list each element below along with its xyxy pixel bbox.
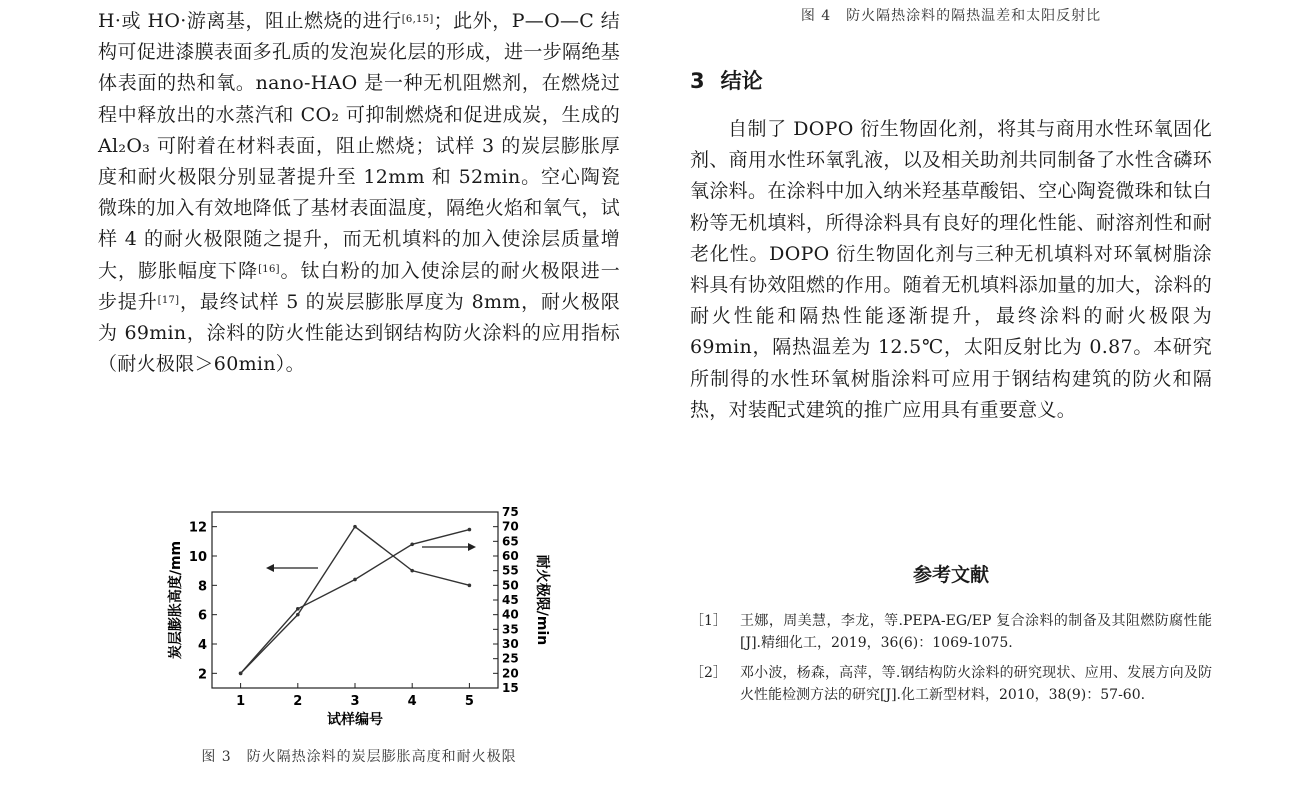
references-heading: 参考文献 bbox=[912, 564, 989, 586]
y2-tick-label: 45 bbox=[502, 593, 519, 607]
body-paragraph-left bbox=[98, 6, 620, 380]
data-point bbox=[353, 578, 357, 582]
y-tick-label: 4 bbox=[197, 638, 207, 653]
y2-tick-label: 65 bbox=[502, 534, 519, 549]
figure-3-caption: 图 3 防火隔热涂料的炭层膨胀高度和耐火极限 bbox=[201, 749, 517, 765]
chart-axes bbox=[167, 505, 551, 728]
y2-tick-label: 40 bbox=[502, 607, 519, 622]
text-run: 。钛白粉的加入使涂层的耐火极限进一步提升 bbox=[98, 259, 620, 313]
y2-tick-label: 15 bbox=[502, 681, 519, 695]
reference-item[interactable] bbox=[690, 610, 1212, 654]
y2-tick-label: 20 bbox=[502, 666, 519, 681]
reference-label: ［1］ bbox=[690, 613, 727, 629]
x-axis-label: 试样编号 bbox=[327, 712, 383, 728]
citation[interactable]: [6,15] bbox=[401, 14, 434, 25]
data-point bbox=[468, 528, 472, 532]
chart-marks bbox=[239, 525, 476, 675]
reference-text: 王娜，周美慧，李龙，等.PEPA-EG/EP 复合涂料的制备及其阻燃防腐性能[J].精细化工，2019，36(6)：1069-1075. bbox=[740, 613, 1212, 651]
y2-tick-label: 60 bbox=[502, 549, 519, 563]
text-run: ；此外，P—O—C 结构可促进漆膜表面多孔质的发泡炭化层的形成，进一步隔绝基体表面的热和氧。nano-HAO 是一种无机阻燃剂，在燃烧过程中释放出的水蒸汽和 CO₂ 可抑制燃烧和促进成炭，生成的 Al₂O₃ 可附着在材料表面，阻止燃烧；试样 3 的炭层膨胀厚度和耐火极限分别显著提升至 12mm 和 52min。空心陶瓷微珠的加入有效地降低了基材表面温度，隔绝火焰和氧气，试样 4 的耐火极限随之提升，而无机填料的加入使涂层质量增大，膨胀幅度下降 bbox=[98, 10, 620, 282]
y2-tick-label: 25 bbox=[502, 651, 519, 666]
x-tick-label: 3 bbox=[350, 694, 360, 709]
citation[interactable]: [16] bbox=[258, 263, 280, 275]
y2-tick-label: 55 bbox=[502, 563, 519, 578]
y2-tick-label: 30 bbox=[502, 637, 519, 651]
arrowhead-left bbox=[266, 564, 274, 572]
data-point bbox=[468, 584, 472, 588]
reference-label: ［2］ bbox=[690, 665, 727, 681]
data-point bbox=[410, 569, 414, 573]
series-line-1 bbox=[241, 527, 470, 674]
y2-axis-label: 耐火极限/min bbox=[534, 554, 550, 646]
x-tick-label: 5 bbox=[464, 694, 474, 709]
arrowhead-right bbox=[468, 543, 476, 551]
section-title: 结论 bbox=[720, 69, 763, 93]
y2-tick-label: 50 bbox=[502, 578, 519, 593]
y2-tick-label: 70 bbox=[502, 519, 519, 534]
data-point bbox=[296, 607, 300, 611]
y-tick-label: 2 bbox=[197, 667, 207, 683]
y2-tick-label: 35 bbox=[502, 622, 519, 637]
x-tick-label: 2 bbox=[293, 694, 303, 709]
y-tick-label: 10 bbox=[188, 550, 207, 565]
y-tick-label: 8 bbox=[197, 579, 207, 595]
x-tick-label: 4 bbox=[407, 694, 417, 709]
data-point bbox=[239, 672, 243, 676]
data-point bbox=[410, 542, 414, 546]
plot-frame bbox=[212, 512, 498, 688]
section-number: 3 bbox=[690, 69, 705, 93]
citation[interactable]: [17] bbox=[157, 294, 180, 306]
y-tick-label: 12 bbox=[188, 520, 207, 536]
data-point bbox=[353, 525, 357, 529]
reference-list bbox=[690, 610, 1212, 706]
series-line-2 bbox=[241, 530, 470, 674]
x-tick-label: 1 bbox=[236, 694, 246, 709]
section-heading bbox=[690, 65, 763, 95]
figure-3-chart bbox=[160, 500, 560, 730]
figure-4-caption: 图 4 防火隔热涂料的隔热温差和太阳反射比 bbox=[800, 8, 1102, 24]
y-tick-label: 6 bbox=[197, 608, 207, 624]
y-axis-label: 炭层膨胀高度/mm bbox=[168, 540, 184, 660]
data-point bbox=[296, 613, 300, 617]
text-run: H·或 HO·游离基，阻止燃烧的进行 bbox=[98, 10, 402, 32]
y2-tick-label: 75 bbox=[502, 505, 519, 519]
conclusion-paragraph: 自制了 DOPO 衍生物固化剂，将其与商用水性环氧固化剂、商用水性环氧乳液，以及相关助剂共同制备了水性含磷环氧涂料。在涂料中加入纳米羟基草酸铝、空心陶瓷微珠和钛白粉等无机填料，所得涂料具有良好的理化性能、耐溶剂性和耐老化性。DOPO 衍生物固化剂与三种无机填料对环氧树脂涂料具有协效阻燃的作用。随着无机填料添加量的加大，涂料的耐火性能和隔热性能逐渐提升，最终涂料的耐火极限为 69min，隔热温差为 12.5℃，太阳反射比为 0.87。本研究所制得的水性环氧树脂涂料可应用于钢结构建筑的防火和隔热，对装配式建筑的推广应用具有重要意义。 bbox=[690, 118, 1212, 421]
text-run: ，最终试样 5 的炭层膨胀厚度为 8mm，耐火极限为 69min，涂料的防火性能达到钢结构防火涂料的应用指标（耐火极限＞60min）。 bbox=[98, 290, 620, 376]
reference-item[interactable] bbox=[690, 662, 1212, 706]
reference-text: 邓小波，杨森，高萍，等.钢结构防火涂料的研究现状、应用、发展方向及防火性能检测方法的研究[J].化工新型材料，2010，38(9)：57-60. bbox=[740, 665, 1212, 703]
